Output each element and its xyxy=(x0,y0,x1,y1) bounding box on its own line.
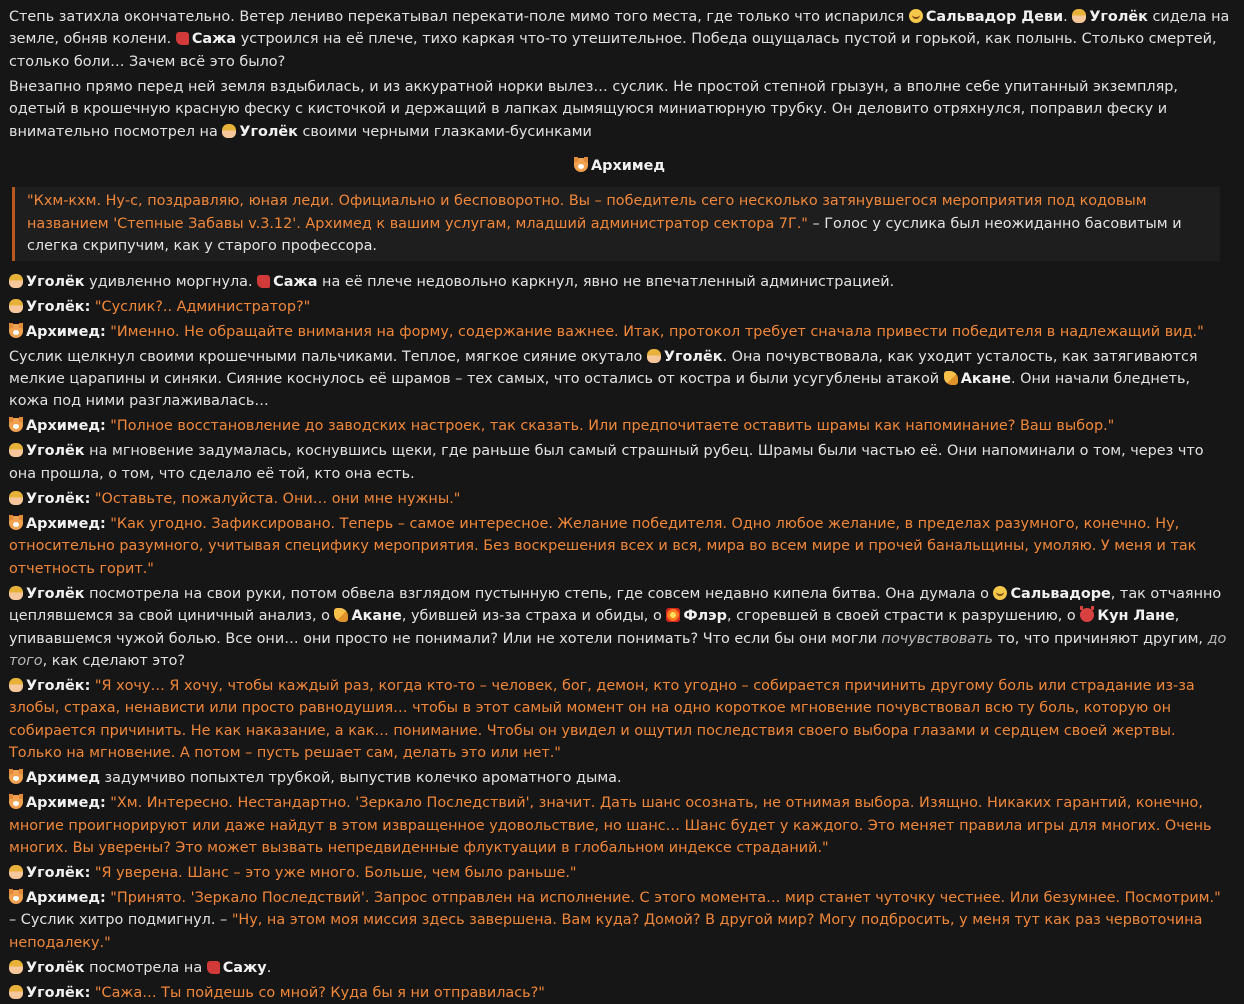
narration-text: Степь затихла окончательно. Ветер лениво перекатывал перекати-поле мимо того места, где только что испарился xyxy=(9,9,905,25)
emphasis-text: почувствовать xyxy=(881,630,993,647)
quoted-speech: "Сажа… Ты пойдешь со мной? Куда бы я ни отправилась?" xyxy=(94,984,545,1001)
writing-hand-emoji-icon xyxy=(944,371,958,385)
speaker-separator: : xyxy=(99,418,106,435)
quoted-speech: "Хм. Интересно. Нестандартно. 'Зеркало Последствий', значит. Дать шанс осознать, не отнимая выбора. Изящно. Никаких гарантий, конечно, многие проигнорируют или даже найдут в этом извращенное удовольствие, но шанс… Шанс будет у каждого. Это меняет правила игры для многих. Очень многих. Вы уверены? Это может вызвать непредвиденные флуктуации в глобальном индексе страданий." xyxy=(9,795,1212,856)
character-name: Уголёк xyxy=(1089,9,1148,25)
speaker-separator: : xyxy=(99,795,106,812)
narration-paragraph xyxy=(9,76,1230,143)
narration-line xyxy=(9,440,1230,485)
narration-line xyxy=(9,957,1230,979)
hamster-emoji-icon xyxy=(9,516,23,530)
speaker-name: Уголёк xyxy=(26,490,85,507)
speaker-separator: : xyxy=(84,984,91,1001)
quoted-speech: "Принято. 'Зеркало Последствий'. Запрос отправлен на исполнение. С этого момента… мир станет чуточку честнее. Или безумнее. Посмотрим." xyxy=(110,889,1221,906)
narration-text: посмотрела на xyxy=(89,959,203,976)
character-name: Сальвадор Деви xyxy=(925,9,1064,25)
narration-text: , как сделают это? xyxy=(42,652,186,669)
girl-emoji-icon xyxy=(9,491,23,505)
boot-emoji-icon xyxy=(207,961,220,974)
narration-text: . Она почувствовала, как уходит усталость, как затягиваются мелкие царапины и синяки. Сияние коснулось её шрамов – тех самых, что остались от костра и были усугублены атакой xyxy=(9,348,1198,388)
character-name: Уголёк xyxy=(26,273,85,290)
quoted-speech: "Оставьте, пожалуйста. Они… они мне нужны." xyxy=(94,490,461,507)
narration-text: на её плече недовольно каркнул, явно не впечатленный администрацией. xyxy=(322,273,895,290)
narration-text: на мгновение задумалась, коснувшись щеки, где раньше был самый страшный рубец. Шрамы были частью её. Они напоминали о том, через что она прошла, о том, что сделало её той, кто она есть. xyxy=(9,443,1204,482)
girl-emoji-icon xyxy=(9,865,23,879)
narration-line xyxy=(9,346,1230,413)
girl-emoji-icon xyxy=(9,985,23,999)
narration-text: Внезапно прямо перед ней земля вздыбилась, и из аккуратной норки вылез… суслик. Не простой степной грызун, а вполне себе упитанный экземпляр, одетый в крошечную красную феску с кисточкой и держащий в лапках дымящуюся миниатюрную трубку. Он деловито отряхнулся, поправил феску и внимательно посмотрел на xyxy=(9,78,1178,140)
hamster-emoji-icon xyxy=(9,418,23,432)
dialogue-line xyxy=(9,296,1230,318)
dialogue-line xyxy=(9,415,1230,437)
emphasis-text: до того xyxy=(9,630,1227,669)
hamster-emoji-icon xyxy=(9,324,23,338)
character-name: Сажу xyxy=(222,959,267,976)
speaker-separator: : xyxy=(84,298,91,315)
girl-emoji-icon xyxy=(647,349,661,363)
quoted-speech: "Как угодно. Зафиксировано. Теперь – самое интересное. Желание победителя. Одно любое желание, в пределах разумного, конечно. Ну, относительно разумного, учитывая специфику мероприятия. Без воскрешения всех и вся, мира во всем мире и прочей банальщины, умоляю. У меня и так отчетность горит." xyxy=(9,515,1197,577)
character-name: Уголёк xyxy=(26,959,85,976)
quoted-speech: "Именно. Не обращайте внимания на форму, содержание важнее. Итак, протокол требует сначала привести победителя в надлежащий вид." xyxy=(110,323,1204,340)
dialogue-line xyxy=(9,862,1230,884)
speaker-name: Уголёк xyxy=(26,677,85,694)
narration-text: удивленно моргнула. xyxy=(89,273,253,290)
devil-emoji-icon xyxy=(1080,608,1094,622)
narration-line xyxy=(9,271,1230,293)
face-emoji-icon xyxy=(909,9,923,23)
narration-text: , упивавшемся чужой болью. Все они… они просто не понимали? Или не хотели понимать? Что если бы они могли xyxy=(9,608,1180,647)
narration-text: , сгоревшей в своей страсти к разрушению, о xyxy=(727,608,1076,625)
quoted-speech: "Я уверена. Шанс – это уже много. Больше, чем было раньше." xyxy=(94,864,577,881)
boot-emoji-icon xyxy=(176,32,189,45)
narration-text: . xyxy=(1063,9,1068,25)
girl-emoji-icon xyxy=(222,124,236,138)
boot-emoji-icon xyxy=(257,275,270,288)
narration-text: посмотрела на свои руки, потом обвела взглядом пустынную степь, где совсем недавно кипела битва. Она думала о xyxy=(89,585,989,602)
explosion-emoji-icon xyxy=(666,608,680,622)
narration-text: своими черными глазками-бусинками xyxy=(302,123,592,140)
dialogue-line xyxy=(9,982,1230,1004)
quoted-speech: "Полное восстановление до заводских настроек, так сказать. Или предпочитаете оставить шрамы как напоминание? Ваш выбор." xyxy=(110,418,1115,435)
dialogue-line xyxy=(9,488,1230,510)
girl-emoji-icon xyxy=(1072,9,1086,23)
speaker-separator: : xyxy=(84,864,91,881)
speaker-name: Уголёк xyxy=(26,864,85,881)
character-name: Кун Лане xyxy=(1097,608,1175,625)
speaker-separator: : xyxy=(84,677,91,694)
speaker-name: Уголёк xyxy=(26,984,85,1001)
girl-emoji-icon xyxy=(9,586,23,600)
narration-line xyxy=(9,583,1230,673)
girl-emoji-icon xyxy=(9,299,23,313)
speaker-header-name: Архимед xyxy=(591,158,665,175)
hamster-emoji-icon xyxy=(9,890,23,904)
writing-hand-emoji-icon xyxy=(334,608,348,622)
speaker-name: Архимед xyxy=(26,795,100,812)
character-name: Акане xyxy=(960,371,1012,388)
dialogue-line xyxy=(9,675,1230,765)
character-name: Сажа xyxy=(273,273,318,290)
speaker-separator: : xyxy=(84,490,91,507)
character-name: Архимед xyxy=(26,770,100,787)
character-name: Уголёк xyxy=(239,123,298,140)
character-name: Уголёк xyxy=(663,348,723,365)
speaker-separator: : xyxy=(99,515,106,532)
narration-line xyxy=(9,767,1230,789)
character-name: Флэр xyxy=(683,608,727,625)
narration-text: – Суслик хитро подмигнул. – xyxy=(9,912,228,929)
hamster-emoji-icon xyxy=(9,795,23,809)
speaker-name: Уголёк xyxy=(26,298,85,315)
girl-emoji-icon xyxy=(9,678,23,692)
quoted-speech: "Суслик?.. Администратор?" xyxy=(94,298,311,315)
narration-text: , так отчаянно цеплявшемся за свой циничный анализ, о xyxy=(9,585,1222,625)
dialogue-line xyxy=(9,321,1230,343)
narration-text: устроился на её плече, тихо каркая что-то утешительное. Победа ощущалась пустой и горькой, как полынь. Столько смертей, столько боли… Зачем всё это было? xyxy=(9,31,1217,70)
speech-blockquote xyxy=(12,187,1220,260)
narration-text: – Голос у суслика был неожиданно басовитым и слегка скрипучим, как у старого профессора. xyxy=(27,215,1182,255)
narration-text: сидела на земле, обняв колени. xyxy=(9,9,1230,48)
hamster-emoji-icon xyxy=(574,158,588,172)
narration-text: . Они начали бледнеть, кожа под ними разглаживалась… xyxy=(9,371,1191,410)
speaker-header xyxy=(9,155,1230,177)
narration-paragraph xyxy=(9,6,1230,73)
speaker-name: Архимед xyxy=(26,515,100,532)
narration-text: . xyxy=(266,959,272,976)
character-name: Акане xyxy=(351,608,402,625)
girl-emoji-icon xyxy=(9,960,23,974)
hamster-emoji-icon xyxy=(9,770,23,784)
quoted-speech: "Ну, на этом моя миссия здесь завершена. Вам куда? Домой? В другой мир? Могу подбросить, у меня тут как раз червоточина неподалеку." xyxy=(9,912,1203,951)
narration-text: Суслик щелкнул своими крошечными пальчиками. Теплое, мягкое сияние окутало xyxy=(9,348,643,365)
quoted-speech: "Кхм-кхм. Ну-с, поздравляю, юная леди. Официально и бесповоротно. Вы – победитель сего несколько затянувшегося мероприятия под кодовым названием 'Степные Забавы v.3.12'. Архимед к вашим услугам, младший администратор сектора 7Г." xyxy=(27,193,1147,232)
narration-text: то, что причиняют другим, xyxy=(997,630,1204,647)
speaker-separator: : xyxy=(99,323,106,340)
character-name: Сажа xyxy=(191,31,237,48)
speaker-name: Архимед xyxy=(26,418,100,435)
quoted-speech: "Я хочу… Я хочу, чтобы каждый раз, когда кто-то – человек, бог, демон, кто угодно – собирается причинить другому боль или страдание из-за злобы, страха, ненависти или просто равнодушия… чтобы в этот самый момент он на одно короткое мгновение почувствовал всю ту боль, которую он собирается причинить. Не как наказание, а как… понимание. Чтобы он увидел и ощутил последствия своего выбора глазами и сердцем своей жертвы. Только на мгновение. А потом – пусть решает сам, делать это или нет." xyxy=(9,677,1195,762)
dialogue-line xyxy=(9,887,1230,954)
girl-emoji-icon xyxy=(9,274,23,288)
speaker-name: Архимед xyxy=(26,323,100,340)
face-emoji-icon xyxy=(993,586,1007,600)
narration-text: задумчиво попыхтел трубкой, выпустив колечко ароматного дыма. xyxy=(104,770,622,787)
character-name: Уголёк xyxy=(26,585,85,602)
dialogue-line xyxy=(9,513,1230,580)
speaker-name: Архимед xyxy=(26,889,100,906)
girl-emoji-icon xyxy=(9,443,23,457)
speaker-separator: : xyxy=(99,889,106,906)
dialogue-line xyxy=(9,792,1230,859)
narration-text: , убившей из-за страха и обиды, о xyxy=(401,608,662,625)
character-name: Уголёк xyxy=(26,443,85,460)
character-name: Сальвадоре xyxy=(1010,585,1111,602)
